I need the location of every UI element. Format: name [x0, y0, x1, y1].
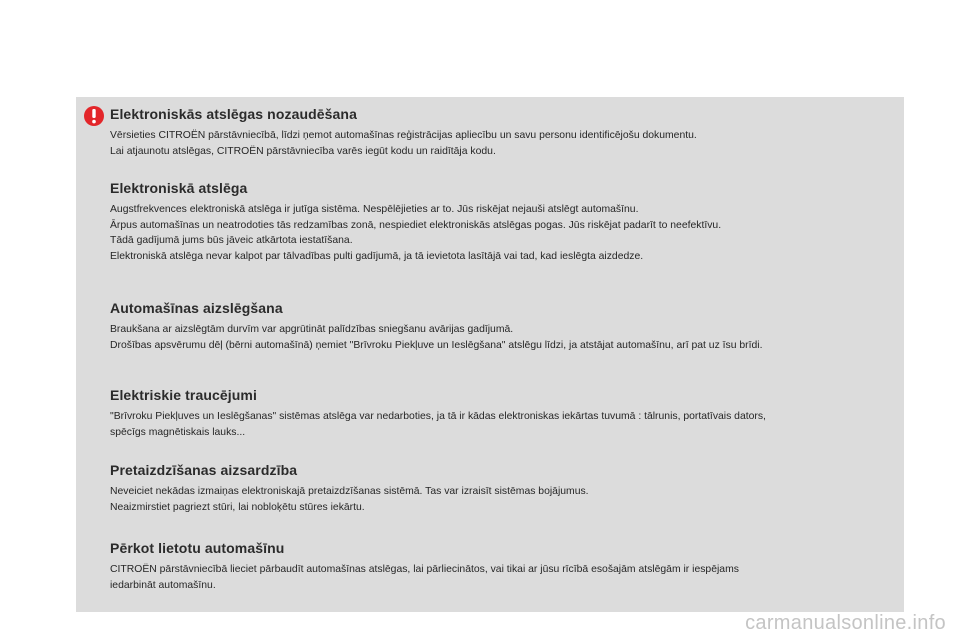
text-line: Augstfrekvences elektroniskā atslēga ir jutīga sistēma. Nespēlējieties ar to. Jūs riskējat nejauši atslēgt automašīnu.: [110, 204, 639, 215]
section-text: [110, 562, 900, 593]
section-text: [110, 128, 900, 159]
section-title: Pretaizdzīšanas aizsardzība: [110, 462, 298, 478]
section-text: [110, 322, 900, 353]
section-title: Pērkot lietotu automašīnu: [110, 540, 285, 556]
section-title: Elektriskie traucējumi: [110, 387, 257, 403]
section-text: [110, 202, 900, 264]
text-line: Elektroniskā atslēga nevar kalpot par tālvadības pulti gadījumā, ja tā ievietota lasītājā vai tad, kad ieslēgta aizdedze.: [110, 250, 644, 262]
section-title: Elektroniskā atslēga: [110, 180, 248, 196]
text-line: Tādā gadījumā jums būs jāveic atkārtota iestatīšana.: [110, 235, 353, 246]
text-line: Drošības apsvērumu dēļ (bērni automašīnā) ņemiet "Brīvroku Piekļuve un Ieslēgšana" atslēgu līdzi, ja atstājat automašīnu, arī pat uz īsu brīdi.: [110, 339, 763, 351]
warning-icon: [82, 104, 106, 128]
section-lost-key: [110, 106, 900, 159]
text-line: "Brīvroku Piekļuves un Ieslēgšanas" sistēmas atslēga var nedarboties, ja tā ir kādas elektroniskas iekārtas tuvumā : tālrunis, portatīvais dators,: [110, 411, 766, 422]
section-text: [110, 409, 900, 440]
text-line: Neaizmirstiet pagriezt stūri, lai nobloķētu stūres iekārtu.: [110, 501, 365, 513]
watermark: carmanualsonline.info: [745, 612, 946, 634]
text-line: iedarbināt automašīnu.: [110, 579, 216, 591]
content-panel: [76, 97, 904, 612]
text-line: Lai atjaunotu atslēgas, CITROËN pārstāvniecība varēs iegūt kodu un raidītāja kodu.: [110, 145, 496, 157]
section-car-locking: [110, 300, 900, 353]
section-title: Automašīnas aizslēgšana: [110, 300, 283, 316]
section-text: [110, 484, 900, 515]
section-used-car: [110, 540, 900, 593]
text-line: spēcīgs magnētiskais lauks...: [110, 426, 246, 438]
text-line: CITROËN pārstāvniecībā lieciet pārbaudīt automašīnas atslēgas, lai pārliecinātos, vai tikai ar jūsu rīcībā esošajām atslēgām ir iespējams: [110, 564, 739, 575]
section-electronic-key: [110, 180, 900, 264]
section-title: Elektroniskās atslēgas nozaudēšana: [110, 106, 357, 122]
text-line: Neveiciet nekādas izmaiņas elektroniskajā pretaizdzīšanas sistēmā. Tas var izraisīt sistēmas bojājumus.: [110, 486, 589, 497]
text-line: Vērsieties CITROËN pārstāvniecībā, līdzi ņemot automašīnas reģistrācijas apliecību un savu personu identificējošu dokumentu.: [110, 130, 697, 141]
section-electrical-interference: [110, 387, 900, 440]
section-anti-theft: [110, 462, 900, 515]
text-line: Braukšana ar aizslēgtām durvīm var apgrūtināt palīdzības sniegšanu avārijas gadījumā.: [110, 324, 514, 335]
text-line: Ārpus automašīnas un neatrodoties tās redzamības zonā, nespiediet elektroniskās atslēgas pogas. Jūs riskējat padarīt to neefektīvu.: [110, 219, 722, 231]
